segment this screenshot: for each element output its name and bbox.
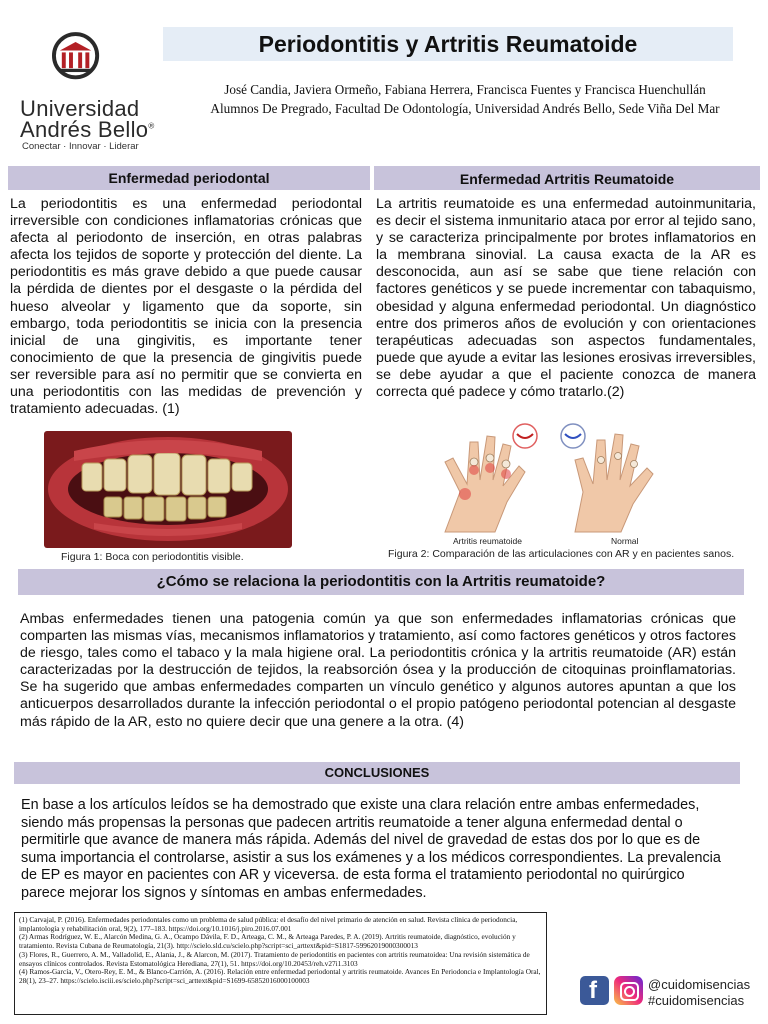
figure2-label-ar: Artritis reumatoide (453, 536, 522, 546)
figure1-caption: Figura 1: Boca con periodontitis visible. (61, 551, 244, 563)
university-name-line2: Andrés Bello® (20, 117, 155, 142)
university-name-line1: Universidad (20, 96, 140, 121)
authors-block (170, 80, 760, 118)
hashtag: #cuidomisencias (648, 993, 745, 1008)
instagram-handle[interactable]: @cuidomisencias (648, 977, 751, 992)
reference-item: (1) Carvajal, P. (2016). Enfermedades periodontales como un problema de salud pública: el desafío del nivel primario de atención en salud. Revista clínica de periodoncia, implantología y rehabilitación oral, 9(2), 177–183. https://doi.org/10.1016/j.piro.2016.07.001 (19, 915, 518, 933)
reference-item: (4) Ramos-García, V., Otero-Rey, E. M., & Blanco-Carrión, A. (2016). Relación entre enfermedad periodontal y artritis reumatoide. Avances En Periodoncia e Implantología Oral, 28(1), 23–27. https://scielo.isciii.es/scielo.php?script=sci_arttext&pid=S1699-65852016000100003 (19, 967, 541, 985)
instagram-glyph-lens (624, 986, 635, 997)
facebook-glyph: f (589, 977, 597, 1004)
figure2-label-normal: Normal (611, 536, 639, 546)
section-text-conclusions: En base a los artículos leídos se ha demostrado que existe una clara relación entre ambas enfermedades, siendo más propensas la personas que padecen artritis reumatoide a tener alguna enfermedad dental o permitirle que avance de manera más rápida. Además del nivel de gravedad de estas dos por lo que es de suma importancia el controlarse, asistir a sus los exámenes y a los médicos correspondientes. La prevalencia de EP es mayor en pacientes con AR y viceversa. de esta forma el tratamiento periodontal no quirúrgico parece mejorar los signos y síntomas en ambas enfermedades. (21, 797, 721, 901)
figure-hands-comparison (425, 422, 675, 546)
section-heading-relation: ¿Cómo se relaciona la periodontitis con la Artritis reumatoide? (18, 569, 744, 595)
authors: José Candia, Javiera Ormeño, Fabiana Herrera, Francisca Fuentes y Francisca Huenchullán (224, 82, 706, 97)
university-logo (52, 18, 124, 96)
university-tagline: Conectar · Innovar · Liderar (22, 141, 139, 152)
facebook-icon[interactable] (580, 976, 609, 1005)
figure-mouth-photo (44, 431, 292, 548)
section-heading-conclusions: CONCLUSIONES (14, 762, 740, 784)
reference-item: (3) Flores, R., Guerrero, A. M., Valladolid, E., Alania, J., & Alarcon, M. (2017). Tratamiento de periodontitis en pacientes con artritis reumatoidea: Una revisión sistemática de ensayos clínicos controlados. Revista Estomatológica Herediana, 27(1), 51. https://doi.org/10.20453/reh.v27i1.3103 (19, 949, 530, 968)
reference-item: (2) Armas Rodríguez, W. E., Alarcón Medina, G. A., Ocampo Dávila, F. D., Arteaga, C. M., & Arteaga Paredes, P. A. (2019). Artritis reumatoide, diagnóstico, evolución y tratamiento. Revista Cubana de Reumatología, 21(3). http://scielo.sld.cu/scielo.php?script=sci_arttext&pid=S1817-59962019000300013 (19, 932, 516, 951)
references-box (14, 912, 547, 1015)
section-heading-perio: Enfermedad periodontal (8, 166, 370, 190)
section-text-perio: La periodontitis es una enfermedad periodontal irreversible con condiciones inflamatorias crónicas que afecta al periodonto de inserción, en otras palabras afecta los tejidos de soporte y protección del diente. La periodontitis es más grave debido a que puede causar la pérdida de dientes por el desgaste o la pérdida del hueso alveolar y ligamento que da soporte, sin embargo, toda periodontitis se inicia con la presencia inicial de una gingivitis, es importante tener conocimiento de que la presencia de gingivitis puede ser reversible para así no permitir que se convierta en una periodontitis con las medidas de prevención y tratamiento adecuadas. (1) (10, 196, 362, 418)
affiliation: Alumnos De Pregrado, Facultad De Odontología, Universidad Andrés Bello, Sede Viña Del Mar (210, 101, 720, 116)
poster-title: Periodontitis y Artritis Reumatoide (258, 31, 638, 57)
instagram-icon[interactable] (614, 976, 643, 1005)
section-heading-ar: Enfermedad Artritis Reumatoide (374, 166, 760, 190)
section-text-ar: La artritis reumatoide es una enfermedad autoinmunitaria, es decir el sistema inmunitario ataca por error al tejido sano, y se caracteriza principalmente por brotes inflamatorios en la membrana sinovial. La causa exacta de la AR es desconocida, aun así se sabe que tiene relación con factores genéticos y se puede incrementar con tabaquismo, obesidad y alguna enfermedad periodontal. Un diagnóstico entre dos primeros años de evolución y con orientaciones terapéuticas adecuadas son aspectos fundamentales, puede que ayude a evitar las lesiones erosivas irreversibles, se debe ayudar a que el paciente conozca de manera correcta qué padece y cómo tratarlo.(2) (376, 196, 756, 401)
figure2-caption: Figura 2: Comparación de las articulaciones con AR y en pacientes sanos. (388, 548, 735, 560)
section-text-relation: Ambas enfermedades tienen una patogenia común ya que son enfermedades inflamatorias crónicas que comparten las mismas vías, mecanismos inflamatorios y tratamiento, así como factores genéticos y otros factores de riesgo, tales como el tabaco y la mala higiene oral. La periodontitis crónica y la artritis reumatoide (AR) están caracterizadas por la destrucción de tejidos, la reabsorción ósea y la producción de citoquinas proinflamatorias. Se ha sugerido que ambas enfermedades comparten un vínculo genético y algunos autores apuntan a que los anticuerpos desarrollados durante la infección periodontal o el propio patógeno periodontal potencian al desgaste más rápido de la AR, esto no quiere decir que una genere a la otra. (4) (20, 611, 736, 730)
